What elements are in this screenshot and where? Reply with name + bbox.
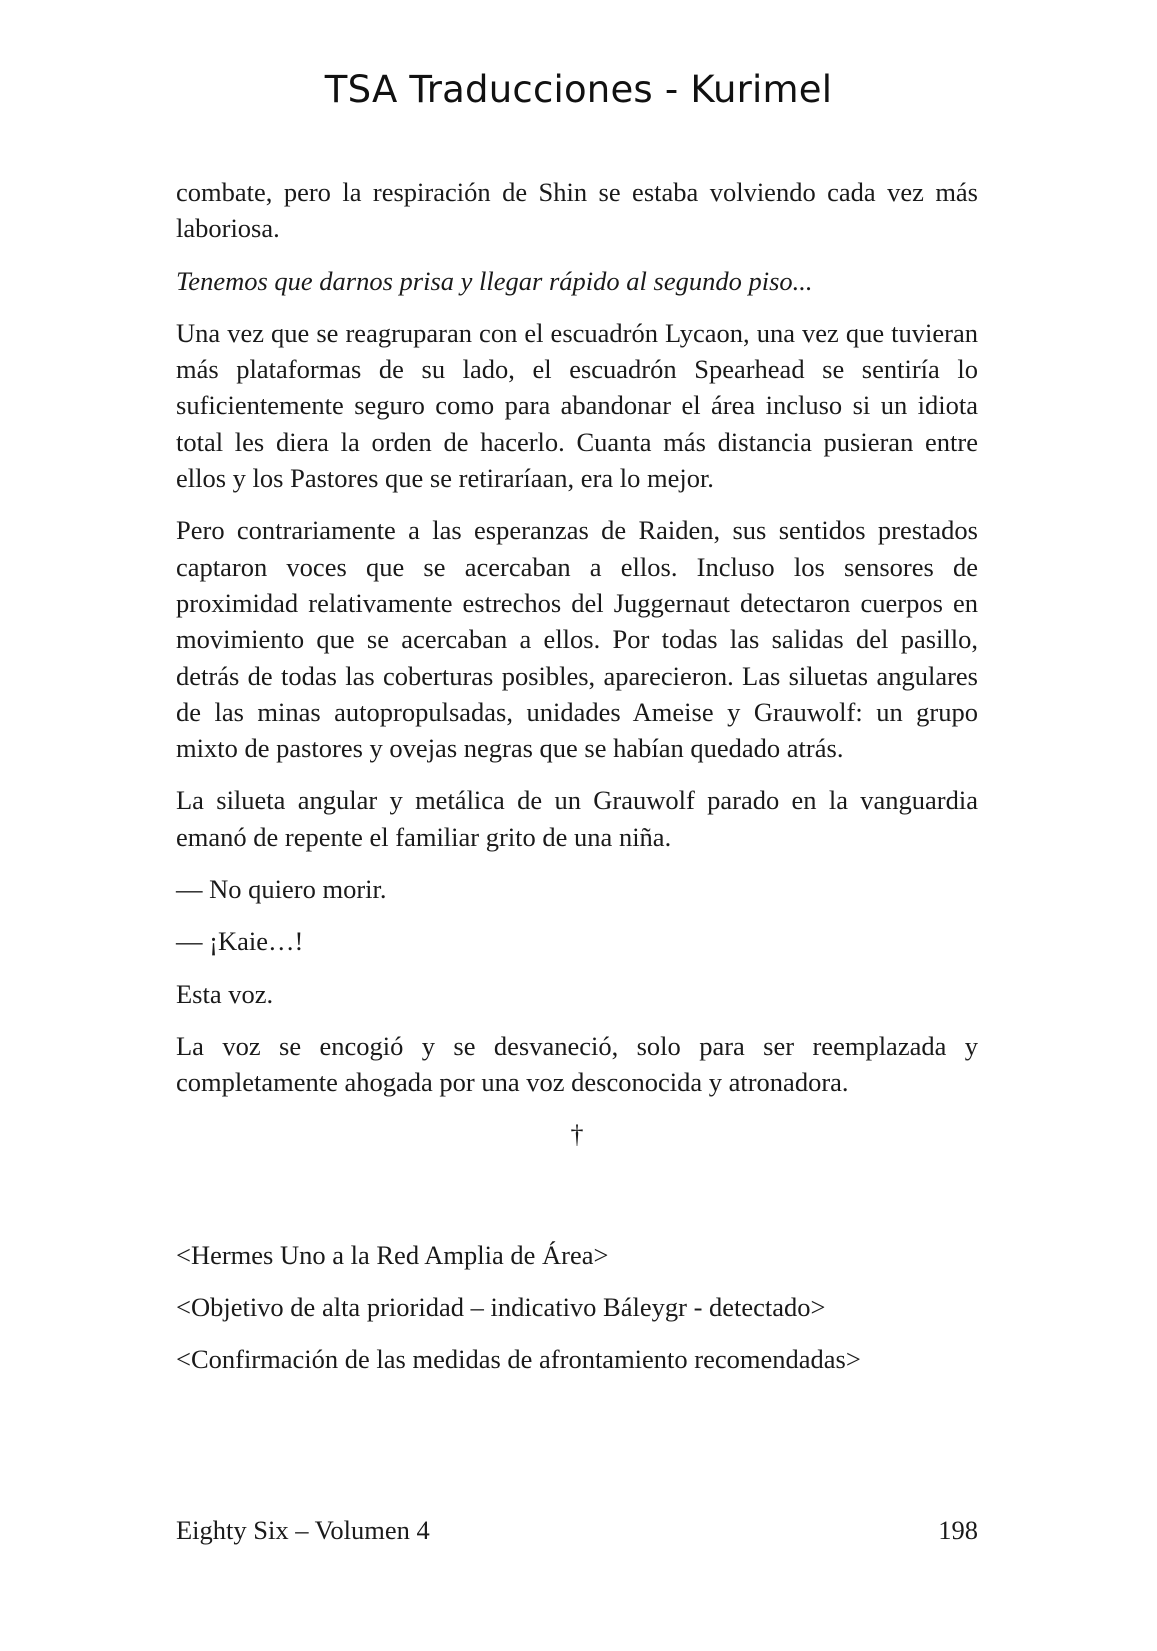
paragraph: La silueta angular y metálica de un Grauwolf parado en la vanguardia emanó de repente el familiar grito de una niña. [176, 785, 978, 852]
paragraph: La voz se encogió y se desvaneció, solo para ser reemplazada y completamente ahogada por una voz desconocida y atronadora. [176, 1030, 978, 1098]
page-footer [176, 1515, 978, 1546]
footer-book-title: Eighty Six – Volumen 4 [176, 1515, 430, 1545]
paragraph: Una vez que se reagruparan con el escuadrón Lycaon, una vez que tuvieran más plataformas de su lado, el escuadrón Spearhead se sentiría lo suficientemente seguro como para abandonar el área incluso si un idiota total les diera la orden de hacerlo. Cuanta más distancia pusieran entre ellos y los Pastores que se retiraríaan, era lo mejor. [176, 317, 978, 494]
paragraph: Pero contrariamente a las esperanzas de Raiden, sus sentidos prestados captaron voces que se acercaban a ellos. Incluso los sensores de proximidad relativamente estrechos del Juggernaut detectaron cuerpos en movimiento que se acercaban a ellos. Por todas las salidas del pasillo, detrás de todas las coberturas posibles, aparecieron. Las siluetas angulares de las minas autopropulsadas, unidades Ameise y Grauwolf: un grupo mixto de pastores y ovejas negras que se habían quedado atrás. [176, 515, 978, 764]
system-message-line: <Confirmación de las medidas de afrontamiento recomendadas> [176, 1344, 861, 1375]
page-header-title: TSA Traducciones - Kurimel [324, 68, 833, 111]
italic-thought-line: Tenemos que darnos prisa y llegar rápido al segundo piso... [176, 265, 813, 296]
paragraph: combate, pero la respiración de Shin se estaba volviendo cada vez más laboriosa. [176, 177, 978, 244]
section-spacer [176, 1153, 978, 1237]
dialogue-line: — ¡Kaie…! [176, 926, 304, 957]
section-separator-dagger: † [570, 1119, 584, 1149]
system-message-line: <Objetivo de alta prioridad – indicativo Báleygr - detectado> [176, 1291, 826, 1322]
dialogue-line: — No quiero morir. [176, 874, 387, 905]
footer-page-number: 198 [938, 1515, 978, 1545]
paragraph: Esta voz. [176, 978, 274, 1009]
page-body [176, 174, 978, 1393]
system-message-line: <Hermes Uno a la Red Amplia de Área> [176, 1239, 609, 1270]
